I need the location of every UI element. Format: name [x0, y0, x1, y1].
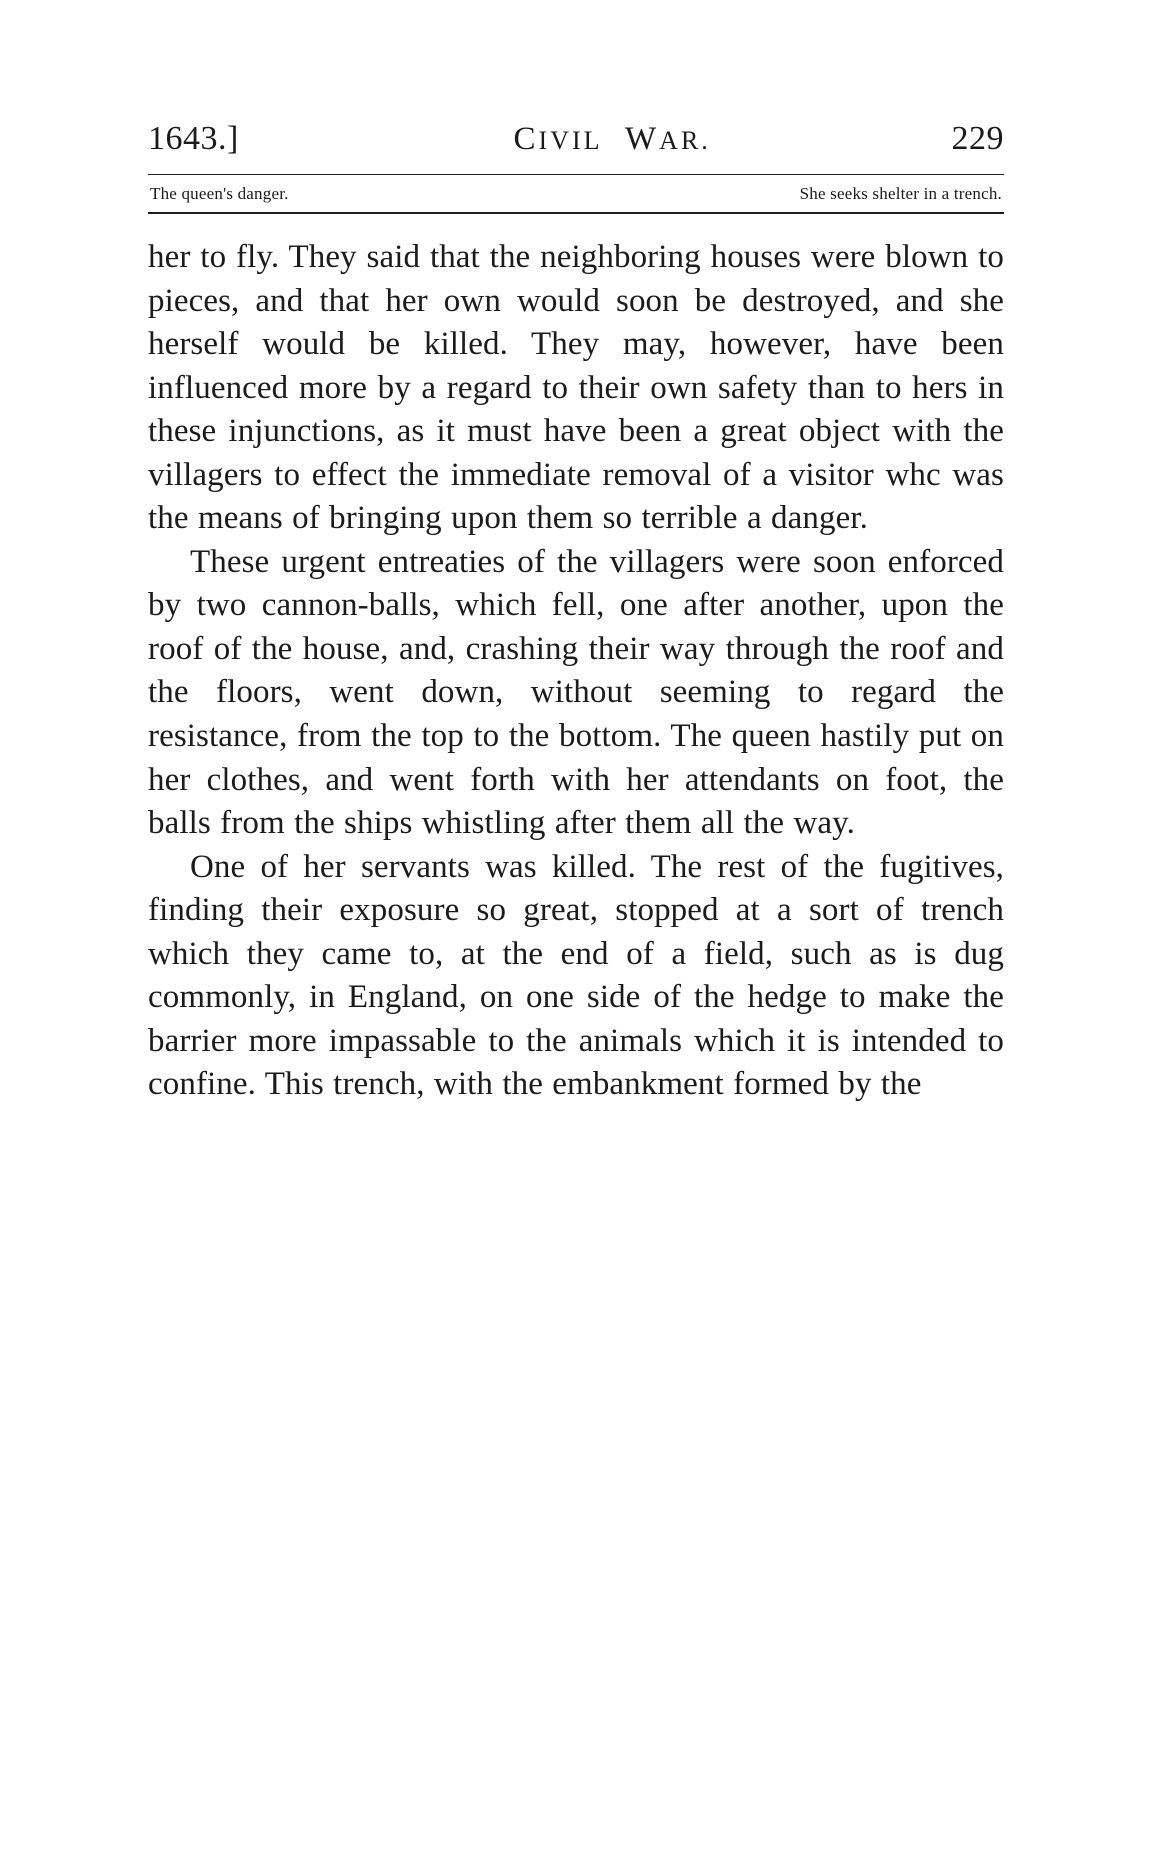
- sidenote-left: The queen's danger.: [150, 184, 289, 203]
- body-text: [148, 236, 1004, 1107]
- sidenote-rule: [148, 212, 1004, 214]
- page-title: [480, 121, 711, 158]
- running-head: [148, 120, 1004, 158]
- marginal-notes: [148, 175, 1004, 212]
- page-content: [148, 120, 1004, 1107]
- title-word1-rest: IVIL: [538, 126, 603, 155]
- paragraph: These urgent entreaties of the villagers were soon enforced by two cannon-balls, which fell, one after another, upon the roof of the house, and, crashing their way through the roof and the floors, went down, without seeming to regard the resistance, from the top to the bottom. The queen hastily put on her clothes, and went forth with her attendants on foot, the balls from the ships whistling after them all the way.: [148, 543, 1004, 842]
- sidenote-right: She seeks shelter in a trench.: [799, 184, 1002, 203]
- title-word2-cap: W: [625, 121, 660, 157]
- year-folio: 1643.]: [148, 120, 239, 157]
- title-word1-cap: C: [513, 121, 539, 157]
- title-word2-rest: AR.: [659, 126, 711, 155]
- paragraph: her to fly. They said that the neighboring houses were blown to pieces, and that her own would soon be destroyed, and she herself would be killed. They may, however, have been influenced more by a regard to their own safety than to hers in these injunctions, as it must have been a great object with the villagers to effect the immediate removal of a visitor whc was the means of bringing upon them so terrible a danger.: [148, 239, 1004, 537]
- paragraph: One of her servants was killed. The rest of the fugitives, finding their exposure so great, stopped at a sort of trench which they came to, at the end of a field, such as is dug commonly, in England, on one side of the hedge to make the barrier more impassable to the animals which it is intended to confine. This trench, with the embankment formed by the: [148, 848, 1004, 1103]
- page-number: 229: [951, 120, 1004, 157]
